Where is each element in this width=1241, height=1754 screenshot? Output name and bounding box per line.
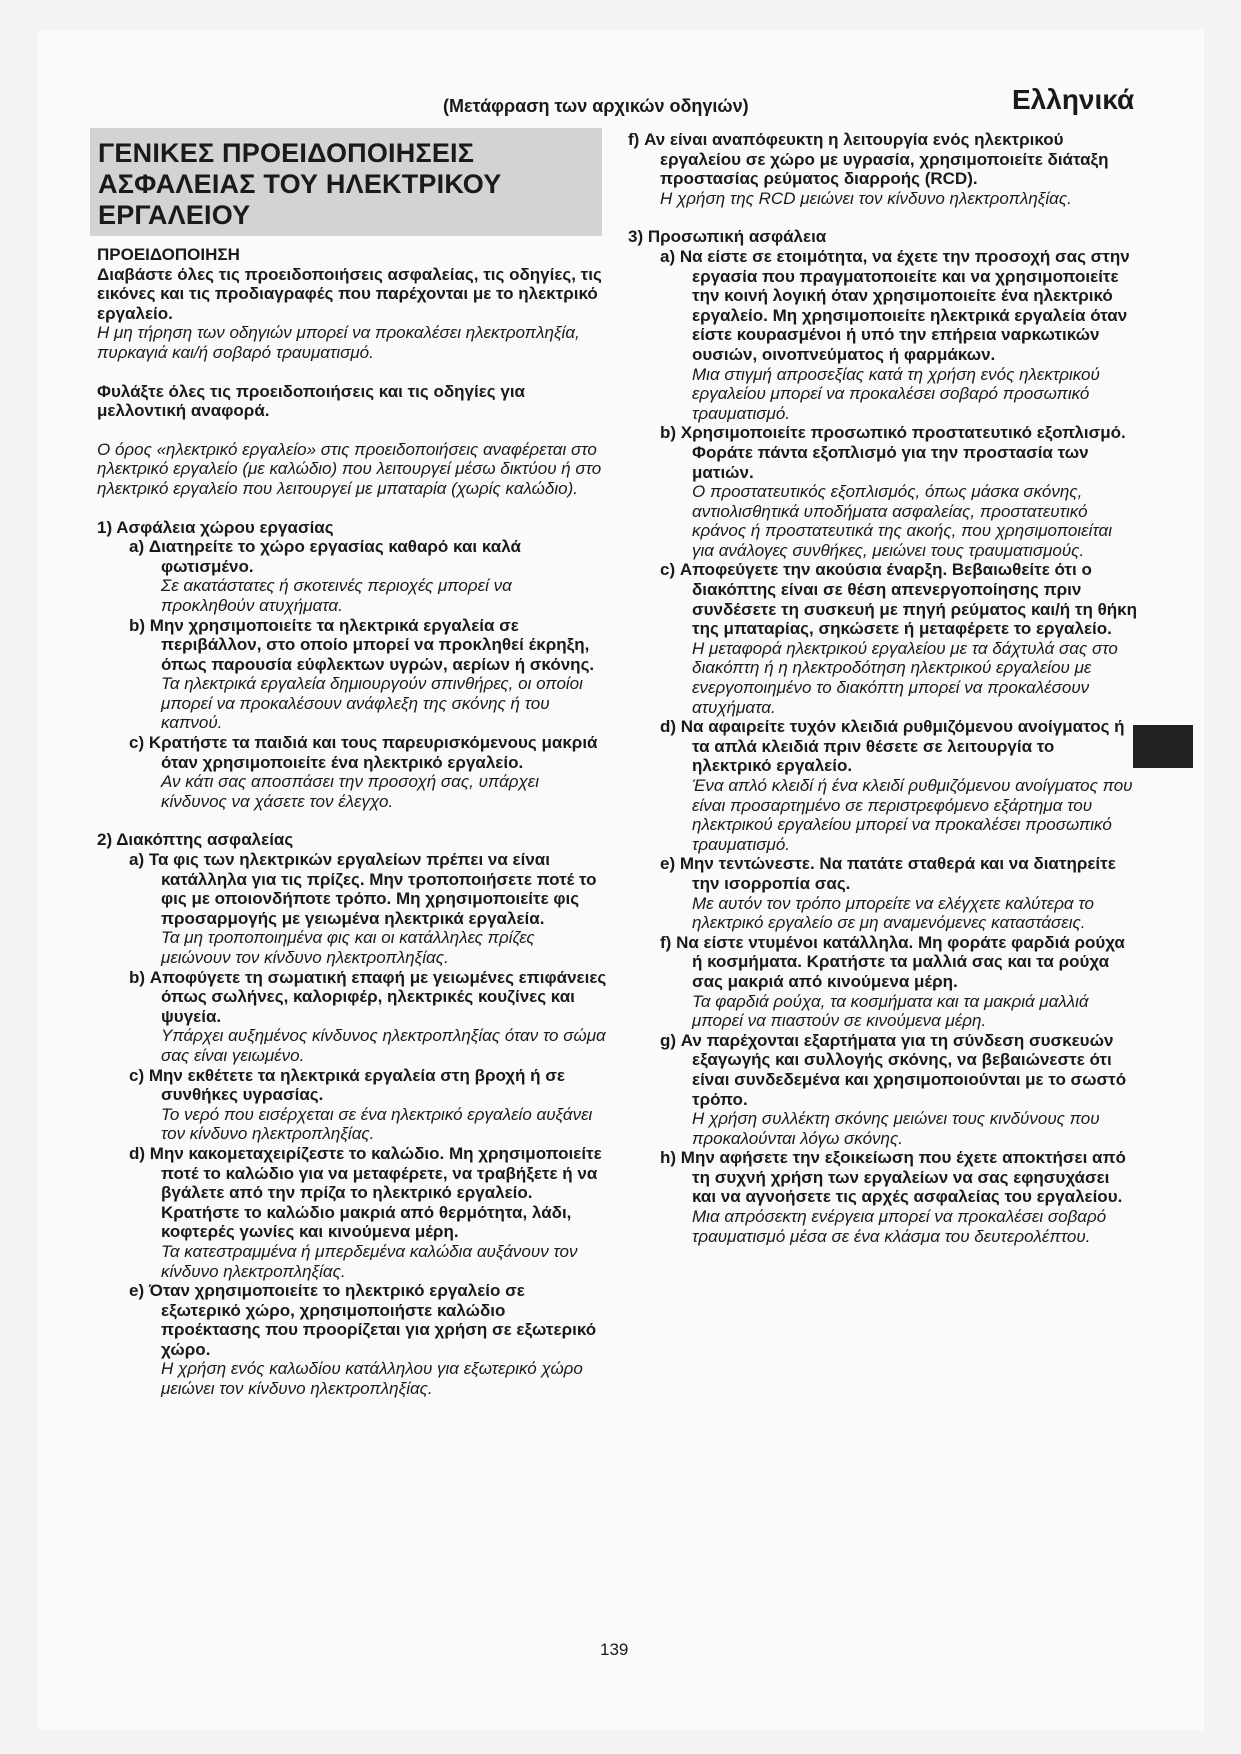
warning-bold: Διαβάστε όλες τις προειδοποιήσεις ασφαλείας, τις οδηγίες, τις εικόνες και τις προδιαγραφές που παρέχονται με το ηλεκτρικό εργαλείο.: [97, 264, 602, 323]
note-2e: Η χρήση ενός καλωδίου κατάλληλου για εξωτερικό χώρο μειώνει τον κίνδυνο ηλεκτροπληξίας.: [161, 1359, 583, 1399]
note-2c: Το νερό που εισέρχεται σε ένα ηλεκτρικό εργαλείο αυξάνει τον κίνδυνο ηλεκτροπληξίας.: [161, 1104, 593, 1144]
section-title-box: [90, 128, 602, 236]
note-3f: Τα φαρδιά ρούχα, τα κοσμήματα και τα μακριά μαλλιά μπορεί να πιαστούν σε κινούμενα μέρη.: [692, 991, 1089, 1031]
header-language: Ελληνικά: [1012, 84, 1135, 115]
note-3d: Ένα απλό κλειδί ή ένα κλειδί ρυθμιζόμενου ανοίγματος που είναι προσαρτημένο σε περιστρεφόμενο εξάρτημα του ηλεκτρικού εργαλείου μπορεί να προκαλέσει προσωπικό τραυματισμό.: [692, 776, 1133, 854]
item-2e: e) Όταν χρησιμοποιείτε το ηλεκτρικό εργαλείο σε εξωτερικό χώρο, χρησιμοποιήστε καλώδιο προέκτασης που προορίζεται για χρήση σε εξωτερικό χώρο.: [129, 1281, 597, 1359]
title-line-1: ΓΕΝΙΚΕΣ ΠΡΟΕΙΔΟΠΟΙΗΣΕΙΣ: [98, 138, 475, 168]
item-3b: b) Χρησιμοποιείτε προσωπικό προστατευτικό εξοπλισμό. Φοράτε πάντα εξοπλισμό για την προστασία των ματιών.: [660, 423, 1126, 482]
note-2b: Υπάρχει αυξημένος κίνδυνος ηλεκτροπληξίας όταν το σώμα σας είναι γειωμένο.: [161, 1026, 606, 1065]
note-2f: Η χρήση της RCD μειώνει τον κίνδυνο ηλεκτροπληξίας.: [660, 188, 1072, 208]
left-column: [97, 245, 607, 1399]
page-number: 139: [600, 1640, 629, 1659]
item-2b: b) Αποφύγετε τη σωματική επαφή με γειωμένες επιφάνειες όπως σωλήνες, καλοριφέρ, ηλεκτρικές κουζίνες και ψυγεία.: [129, 967, 607, 1026]
note-3g: Η χρήση συλλέκτη σκόνης μειώνει τους κινδύνους που προκαλούνται λόγω σκόνης.: [692, 1109, 1100, 1148]
item-1b: b) Μην χρησιμοποιείτε τα ηλεκτρικά εργαλεία σε περιβάλλον, στο οποίο μπορεί να προκληθεί έκρηξη, όπως παρουσία εύφλεκτων υγρών, αερίων ή σκόνης.: [129, 615, 595, 674]
item-2f: f) Αν είναι αναπόφευκτη η λειτουργία ενός ηλεκτρικού εργαλείου σε χώρο με υγρασία, χρησιμοποιείτε διάταξη προστασίας ρεύματος διαρροής (RCD).: [628, 130, 1109, 189]
note-3b: Ο προστατευτικός εξοπλισμός, όπως μάσκα σκόνης, αντιολισθητικά υποδήματα ασφαλείας, προστατευτικό κράνος ή προστατευτικά της ακοής, που χρησιμοποιείται για ανάλογες συνθήκες, μειώνει τους τραυματισμούς.: [692, 482, 1112, 560]
item-3g: g) Αν παρέχονται εξαρτήματα για τη σύνδεση συσκευών εξαγωγής και συλλογής σκόνης, να βεβαιώνεστε ότι είναι συνδεδεμένα και χρησιμοποιούνται με το σωστό τρόπο.: [660, 1030, 1127, 1109]
language-side-tab: [1133, 725, 1193, 768]
term-definition: Ο όρος «ηλεκτρικό εργαλείο» στις προειδοποιήσεις αναφέρεται στο ηλεκτρικό εργαλείο (με καλώδιο) που λειτουργεί μέσω δικτύου ή στο ηλεκτρικό εργαλείο που λειτουργεί με μπαταρία (χωρίς καλώδιο).: [97, 439, 602, 498]
note-3c: Η μεταφορά ηλεκτρικού εργαλείου με τα δάχτυλά σας στο διακόπτη ή η ηλεκτροδότηση ηλεκτρικού εργαλείου με ενεργοποιημένο το διακόπτη μπορεί να προκαλέσουν ατυχήματα.: [692, 638, 1118, 717]
section-3-title: 3) Προσωπική ασφάλεια: [628, 227, 827, 247]
section-1-title: 1) Ασφάλεια χώρου εργασίας: [97, 517, 334, 537]
warning-label: ΠΡΟΕΙΔΟΠΟΙΗΣΗ: [97, 245, 240, 264]
item-1a: a) Διατηρείτε το χώρο εργασίας καθαρό και καλά φωτισμένο.: [129, 537, 521, 576]
right-column: [628, 130, 1138, 1246]
section-2-title: 2) Διακόπτης ασφαλείας: [97, 830, 294, 850]
note-3e: Με αυτόν τον τρόπο μπορείτε να ελέγχετε καλύτερα το ηλεκτρικό εργαλείο σε μη αναμενόμενες καταστάσεις.: [692, 893, 1094, 933]
warning-italic: Η μη τήρηση των οδηγιών μπορεί να προκαλέσει ηλεκτροπληξία, πυρκαγιά και/ή σοβαρό τραυματισμό.: [97, 323, 580, 362]
keep-instructions: Φυλάξτε όλες τις προειδοποιήσεις και τις οδηγίες για μελλοντική αναφορά.: [97, 381, 525, 421]
item-3c: c) Αποφεύγετε την ακούσια έναρξη. Βεβαιωθείτε ότι ο διακόπτης είναι σε θέση απενεργοποίησης πριν συνδέσετε τη συσκευή με πηγή ρεύματος και/ή τη θήκη της μπαταρίας, σηκώσετε ή μεταφέρετε το εργαλείο.: [660, 560, 1138, 639]
title-line-2: ΑΣΦΑΛΕΙΑΣ ΤΟΥ ΗΛΕΚΤΡΙΚΟΥ: [98, 169, 502, 199]
item-3e: e) Μην τεντώνεστε. Να πατάτε σταθερά και να διατηρείτε την ισορροπία σας.: [660, 854, 1116, 893]
note-1b: Τα ηλεκτρικά εργαλεία δημιουργούν σπινθήρες, οι οποίοι μπορεί να προκαλέσουν ανάφλεξη της σκόνης ή του καπνού.: [161, 674, 583, 733]
item-3a: a) Να είστε σε ετοιμότητα, να έχετε την προσοχή σας στην εργασία που πραγματοποιείτε και να χρησιμοποιείτε την κοινή λογική όταν χρησιμοποιείτε ένα ηλεκτρικό εργαλείο. Μη χρησιμοποιείτε ηλεκτρικά εργαλεία όταν είστε κουρασμένοι ή υπό την επήρεια ναρκωτικών ουσιών, οινοπνεύματος ή φαρμάκων.: [660, 246, 1130, 364]
header-subtitle: (Μετάφραση των αρχικών οδηγιών): [443, 96, 749, 116]
item-3d: d) Να αφαιρείτε τυχόν κλειδιά ρυθμιζόμενου ανοίγματος ή τα απλά κλειδιά πριν θέσετε σε λειτουργία το ηλεκτρικό εργαλείο.: [660, 717, 1125, 776]
title-line-3: ΕΡΓΑΛΕΙΟΥ: [98, 200, 251, 230]
note-1a: Σε ακατάστατες ή σκοτεινές περιοχές μπορεί να προκληθούν ατυχήματα.: [161, 576, 512, 615]
item-3h: h) Μην αφήσετε την εξοικείωση που έχετε αποκτήσει από τη συχνή χρήση των εργαλείων να σας εφησυχάσει και να αγνοήσετε τις αρχές ασφαλείας του εργαλείου.: [660, 1148, 1126, 1207]
item-1c: c) Κρατήστε τα παιδιά και τους παρευρισκόμενους μακριά όταν χρησιμοποιείτε ένα ηλεκτρικό εργαλείο.: [129, 733, 598, 772]
item-2c: c) Μην εκθέτετε τα ηλεκτρικά εργαλεία στη βροχή ή σε συνθήκες υγρασίας.: [129, 1065, 565, 1105]
note-2a: Τα μη τροποποιημένα φις και οι κατάλληλες πρίζες μειώνουν τον κίνδυνο ηλεκτροπληξίας.: [161, 928, 535, 967]
item-2a: a) Τα φις των ηλεκτρικών εργαλείων πρέπει να είναι κατάλληλα για τις πρίζες. Μην τροποποιήσετε ποτέ το φις με οποιονδήποτε τρόπο. Μη χρησιμοποιείτε φις προσαρμογής με γειωμένα ηλεκτρικά εργαλεία.: [129, 850, 597, 928]
note-3h: Μια απρόσεκτη ενέργεια μπορεί να προκαλέσει σοβαρό τραυματισμό μέσα σε ένα κλάσμα του δευτερολέπτου.: [692, 1207, 1107, 1246]
item-3f: f) Να είστε ντυμένοι κατάλληλα. Μη φοράτε φαρδιά ρούχα ή κοσμήματα. Κρατήστε τα μαλλιά σας και τα ρούχα σας μακριά από κινούμενα μέρη.: [660, 932, 1125, 991]
note-1c: Αν κάτι σας αποσπάσει την προσοχή σας, υπάρχει κίνδυνος να χάσετε τον έλεγχο.: [161, 772, 540, 811]
note-2d: Τα κατεστραμμένα ή μπερδεμένα καλώδια αυξάνουν τον κίνδυνο ηλεκτροπληξίας.: [161, 1241, 578, 1281]
note-3a: Μια στιγμή απροσεξίας κατά τη χρήση ενός ηλεκτρικού εργαλείου μπορεί να προκαλέσει σοβαρό προσωπικό τραυματισμό.: [692, 364, 1100, 423]
item-2d: d) Μην κακομεταχειρίζεστε το καλώδιο. Μη χρησιμοποιείτε ποτέ το καλώδιο για να μεταφέρετε, να τραβήξετε ή να βγάλετε από την πρίζα το ηλεκτρικό εργαλείο. Κρατήστε το καλώδιο μακριά από θερμότητα, λάδι, κοφτερές γωνίες και κινούμενα μέρη.: [129, 1143, 602, 1242]
